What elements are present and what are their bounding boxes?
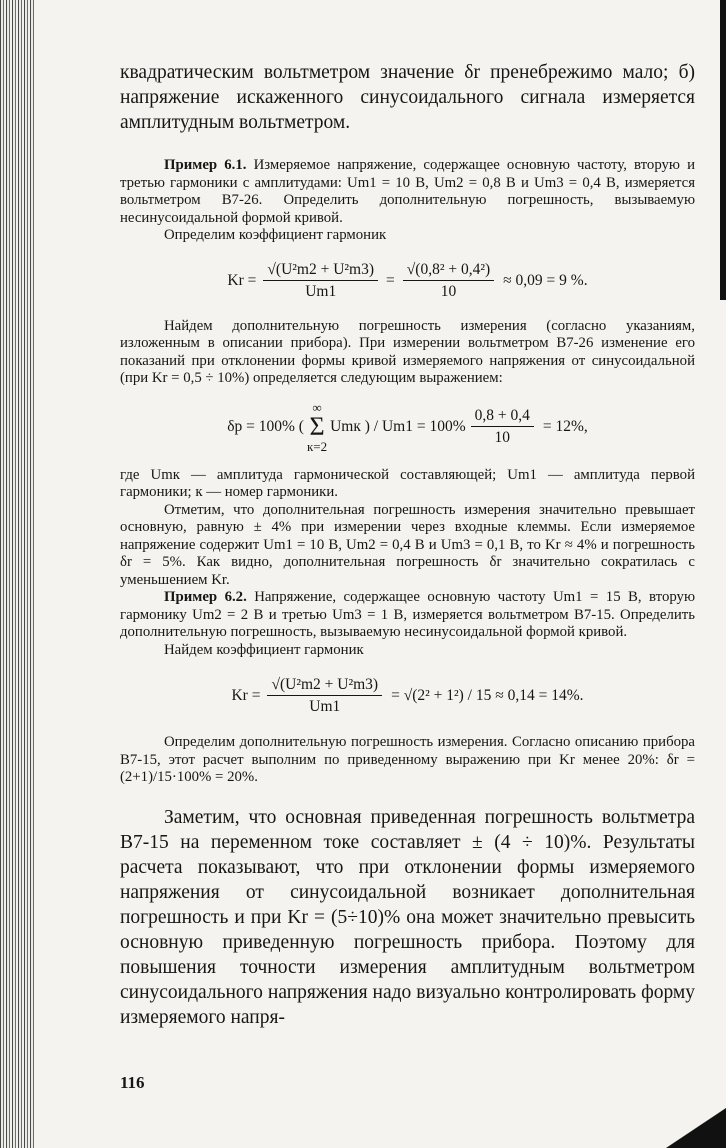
formula-1-lhs: Kr =: [227, 271, 257, 289]
page-corner-shadow: [666, 1108, 726, 1148]
where-paragraph: где Umк — амплитуда гармонической составляющей; Um1 — амплитуда первой гармоники; к — номер гармоники.: [120, 466, 695, 500]
formula-kg-2: [120, 665, 695, 727]
example-6-1-paragraph: [120, 157, 695, 227]
book-binding-edge: [0, 0, 34, 1148]
page-edge-shadow: [720, 0, 726, 300]
formula-1-frac2-den: 10: [440, 282, 457, 300]
formula-2-fraction: [471, 407, 534, 447]
formula-1-result: ≈ 0,09 = 9 %.: [503, 271, 588, 289]
example-6-1-label: Пример 6.1.: [164, 157, 247, 173]
formula-2-frac-num: 0,8 + 0,4: [471, 407, 534, 427]
formula-3-lhs: Kr =: [231, 687, 261, 704]
formula-2-result: = 12%,: [542, 417, 588, 435]
formula-2-sum: [307, 401, 327, 453]
conclusion-paragraph: Заметим, что основная приведенная погрешность вольтметра В7-15 на переменном токе составляет ± (4 ÷ 10)%. Результаты расчета показывают, что при отклонении формы измеряемого напряжения от синусоидальной возникает дополнительная погрешность и при Kr = (5÷10)% она может значительно превысить основную приведенную погрешность прибора. Поэтому для повышения точности измерения амплитудным вольтметром синусоидального напряжения надо визуально контролировать форму измеряемого напря-: [120, 806, 695, 1028]
define-kg-paragraph-2: Найдем коэффициент гармоник: [164, 641, 364, 658]
example-6-1-text: Измеряемое напряжение, содержащее основную частоту, вторую и третью гармоники с амплитудами: Um1 = 10 В, Um2 = 0,8 В и Um3 = 0,4 В, измеряется вольтметром В7-26. Определить дополнительную погрешность, вызываемую несинусоидальной формой кривой.: [120, 157, 695, 226]
formula-1-frac2-num: √(0,8² + 0,4²): [403, 261, 494, 281]
formula-1-fraction-2: [403, 261, 494, 301]
intro-paragraph: квадратическим вольтметром значение δr пренебрежимо мало; б) напряжение искаженного синусоидального сигнала измеряется амплитудным вольтметром.: [120, 62, 695, 133]
example-6-2-paragraph: [120, 589, 695, 642]
example-6-2-label: Пример 6.2.: [164, 589, 247, 605]
define-kg-paragraph-1: Определим коэффициент гармоник: [164, 227, 387, 243]
formula-kg-1: [120, 251, 695, 311]
formula-2-sum-top: ∞: [312, 399, 322, 415]
formula-1-fraction-1: [263, 261, 378, 301]
formula-delta-p: [120, 394, 695, 460]
formula-3-frac-den: Um1: [309, 698, 341, 715]
page-number: 116: [120, 1073, 145, 1092]
formula-2-frac-den: 10: [494, 428, 511, 446]
formula-1-frac1-num: √(U²m2 + U²m3): [263, 261, 378, 281]
formula-2-sum-term: Umк ) / Um1 = 100%: [330, 417, 466, 435]
example-6-2-text: Напряжение, содержащее основную частоту Um1 = 15 В, вторую гармонику Um2 = 2 В и третью Um3 = 1 В, измеряется вольтметром В7-15. Определить дополнительную погрешность, вызываемую несинусоидальной формой кривой.: [120, 589, 695, 640]
find-error-paragraph-2: Определим дополнительную погрешность измерения. Согласно описанию прибора В7-15, этот расчет выполним по приведенному выражению при Kr менее 20%: δr = (2+1)/15·100% = 20%.: [120, 734, 695, 785]
formula-2-sum-bottom: к=2: [306, 438, 328, 454]
page-body: [120, 60, 695, 1030]
note-paragraph: Отметим, что дополнительная погрешность измерения значительно превышает основную, равную ± 4% при измерении через входные клеммы. Если измеряемое напряжение содержит Um1 = 10 В, Um2 = 0,4 В и Um3 = 0,1 В, то Kr ≈ 4% и погрешность δr = 5%. Как видно, дополнительная погрешность δr значительно сократилась с уменьшением Kr.: [120, 501, 695, 588]
find-error-paragraph-1: Найдем дополнительную погрешность измерения (согласно указаниям, изложенным в описании прибора). При измерении вольтметром В7-26 изменение его показаний при отклонении формы кривой измеряемого напряжения от синусоидальной (при Kr = 0,5 ÷ 10%) определяется следующим выражением:: [120, 317, 695, 386]
formula-1-frac1-den: Um1: [305, 282, 337, 300]
formula-1-equals: =: [386, 271, 395, 289]
formula-3-result: = √(2² + 1²) / 15 ≈ 0,14 = 14%.: [391, 687, 584, 704]
formula-3-fraction: [267, 676, 382, 716]
formula-2-lhs: δp = 100% (: [227, 417, 304, 435]
formula-2-sum-sigma: Σ: [309, 411, 325, 441]
formula-3-frac-num: √(U²m2 + U²m3): [267, 676, 382, 696]
